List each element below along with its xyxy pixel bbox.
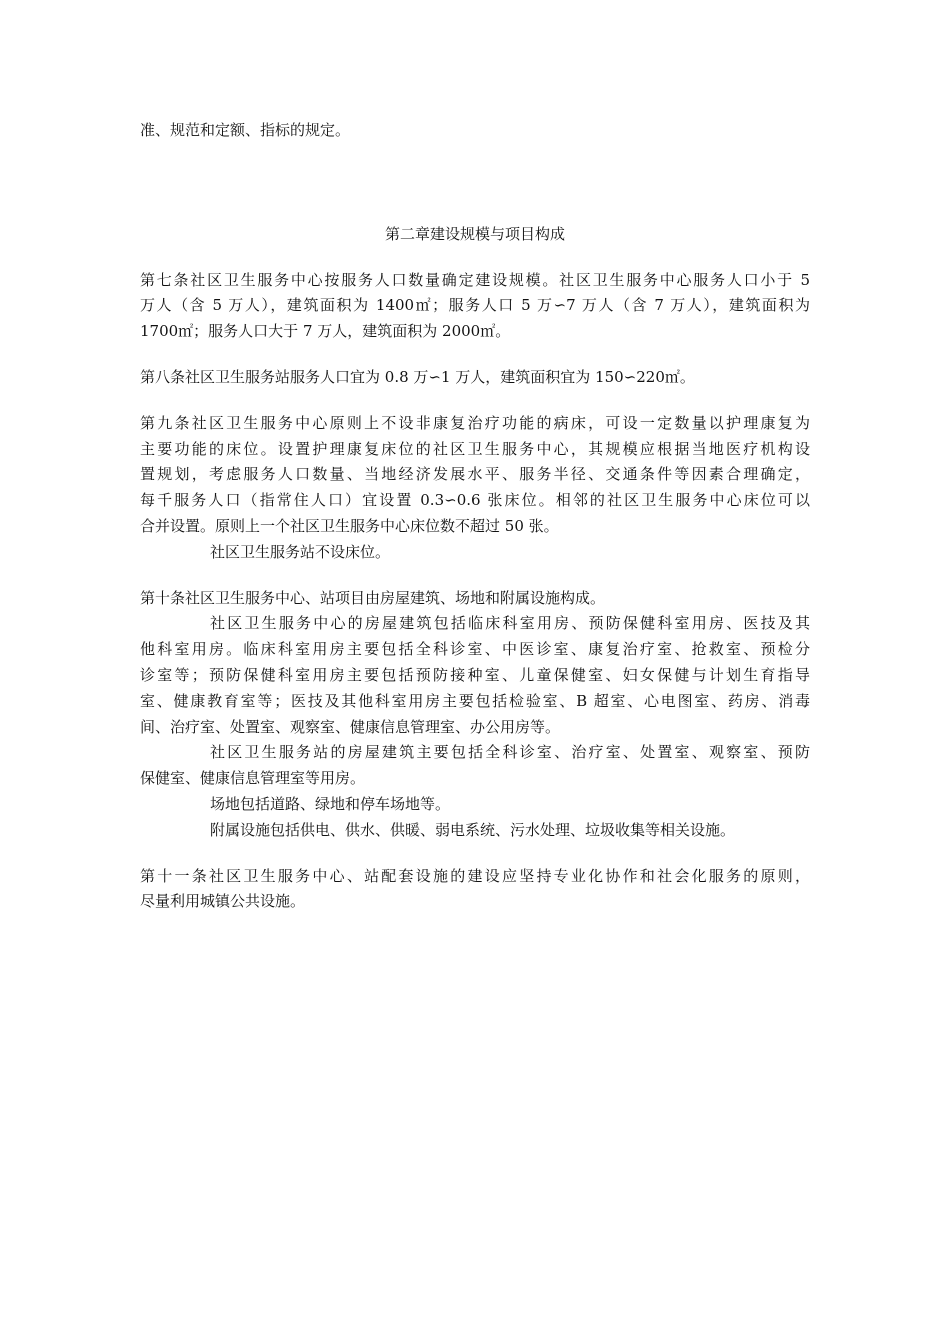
article-9-line: 每千服务人口（指常住人口）宜设置 0.3∽0.6 张床位。相邻的社区卫生服务中心床位可以 [140, 491, 810, 510]
article-7 [140, 268, 810, 345]
article-10-line: 间、治疗室、处置室、观察室、健康信息管理室、办公用房等。 [140, 717, 561, 736]
article-9-line: 主要功能的床位。设置护理康复床位的社区卫生服务中心，其规模应根据当地医疗机构设 [140, 439, 810, 458]
article-10-line: 社区卫生服务中心的房屋建筑包括临床科室用房、预防保健科室用房、医技及其 [210, 614, 810, 633]
article-7-line: 1700㎡；服务人口大于 7 万人，建筑面积为 2000㎡。 [140, 322, 511, 341]
article-10-line: 室、健康教育室等；医技及其他科室用房主要包括检验室、B 超室、心电图室、药房、消毒 [140, 691, 810, 710]
article-10-line: 他科室用房。临床科室用房主要包括全科诊室、中医诊室、康复治疗室、抢救室、预检分 [140, 640, 810, 659]
article-9-line: 合并设置。原则上一个社区卫生服务中心床位数不超过 50 张。 [140, 516, 559, 535]
article-10-line: 保健室、健康信息管理室等用房。 [140, 769, 366, 788]
article-11-line: 第十一条社区卫生服务中心、站配套设施的建设应坚持专业化协作和社会化服务的原则， [140, 866, 810, 885]
article-9 [140, 411, 810, 566]
article-7-line: 第七条社区卫生服务中心按服务人口数量确定建设规模。社区卫生服务中心服务人口小于 5 [140, 270, 810, 289]
article-9-line: 置规划，考虑服务人口数量、当地经济发展水平、服务半径、交通条件等因素合理确定， [140, 465, 810, 484]
article-7-line: 万人（含 5 万人），建筑面积为 1400㎡；服务人口 5 万∽7 万人（含 7 万人），建筑面积为 [140, 296, 810, 315]
article-10-paragraph: 附属设施包括供电、供水、供暖、弱电系统、污水处理、垃圾收集等相关设施。 [210, 820, 736, 839]
chapter-title: 第二章建设规模与项目构成 [384, 224, 565, 243]
article-11 [140, 864, 810, 916]
continuation-line: 准、规范和定额、指标的规定。 [140, 121, 351, 139]
article-10-line: 诊室等；预防保健科室用房主要包括预防接种室、儿童保健室、妇女保健与计划生育指导 [140, 665, 810, 684]
article-10-line: 社区卫生服务站的房屋建筑主要包括全科诊室、治疗室、处置室、观察室、预防 [210, 743, 810, 762]
article-10 [140, 586, 810, 844]
article-8-line: 第八条社区卫生服务站服务人口宜为 0.8 万∽1 万人，建筑面积宜为 150∽220㎡。 [140, 367, 695, 386]
article-8 [140, 365, 810, 391]
article-9-paragraph: 社区卫生服务站不设床位。 [210, 542, 391, 561]
document-body [140, 118, 810, 915]
article-10-line: 第十条社区卫生服务中心、站项目由房屋建筑、场地和附属设施构成。 [140, 588, 606, 607]
article-10-paragraph: 场地包括道路、绿地和停车场地等。 [210, 794, 451, 813]
article-9-line: 第九条社区卫生服务中心原则上不设非康复治疗功能的病床，可设一定数量以护理康复为 [140, 413, 810, 432]
article-11-line: 尽量利用城镇公共设施。 [140, 892, 306, 911]
